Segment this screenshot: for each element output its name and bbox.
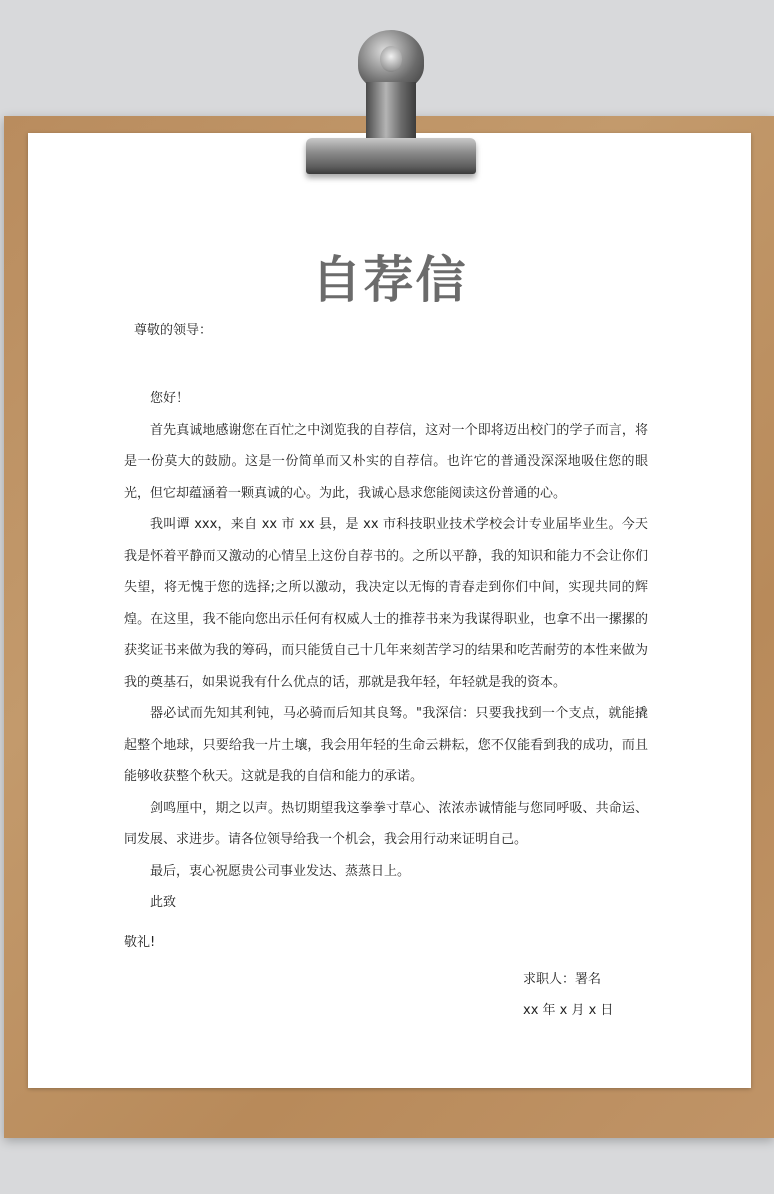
binder-clip	[306, 30, 476, 180]
paragraph-confidence: 器必试而先知其利钝，马必骑而后知其良驽。"我深信：只要我找到一个支点，就能撬起整个地球，只要给我一片土壤，我会用年轻的生命云耕耘，您不仅能看到我的成功，而且能够收获整个秋天。这就是我的自信和能力的承诺。	[124, 706, 648, 784]
paragraph-introduction: 我叫谭 xxx，来自 xx 市 xx 县，是 xx 市科技职业技术学校会计专业届毕业生。今天我是怀着平静而又激动的心情呈上这份自荐书的。之所以平静，我的知识和能力不会让你们失望，将无愧于您的选择;之所以激动，我决定以无悔的青春走到你们中间，实现共同的辉煌。在这里，我不能向您出示任何有权威人士的推荐书来为我谋得职业，也拿不出一摞摞的获奖证书来做为我的筹码，而只能赁自己十几年来刻苦学习的结果和吃苦耐劳的本性来做为我的奠基石，如果说我有什么优点的话，那就是我年轻，年轻就是我的资本。	[124, 517, 648, 690]
paragraph-request: 剑鸣厘中，期之以声。热切期望我这拳拳寸草心、浓浓赤诚情能与您同呼吸、共命运、同发展、求进步。请各位领导给我一个机会，我会用行动来证明自己。	[124, 800, 648, 847]
closing: 敬礼!	[124, 935, 156, 950]
letter-body	[124, 383, 648, 919]
greeting: 您好！	[150, 391, 190, 406]
cover-letter	[28, 133, 751, 1088]
clip-body	[366, 82, 416, 144]
signature-block	[523, 964, 613, 1026]
paragraph-thanks: 首先真诚地感谢您在百忙之中浏览我的自荐信，这对一个即将迈出校门的学子而言，将是一份莫大的鼓励。这是一份简单而又朴实的自荐信。也许它的普通没深深地吸住您的眼光，但它却蕴涵着一颗真诚的心。为此，我诚心恳求您能阅读这份普通的心。	[124, 422, 648, 501]
letter-date: xx 年 x 月 x 日	[523, 1003, 614, 1018]
paragraph-zhici: 此致	[150, 895, 177, 910]
letter-title: 自荐信	[311, 251, 468, 309]
paragraph-wishes: 最后，衷心祝愿贵公司事业发达、蒸蒸日上。	[150, 863, 411, 879]
clip-hole	[380, 46, 402, 72]
letter-paper	[28, 133, 751, 1088]
signature: 求职人：署名	[523, 972, 602, 987]
salutation: 尊敬的领导：	[134, 323, 213, 338]
clip-base	[306, 138, 476, 174]
